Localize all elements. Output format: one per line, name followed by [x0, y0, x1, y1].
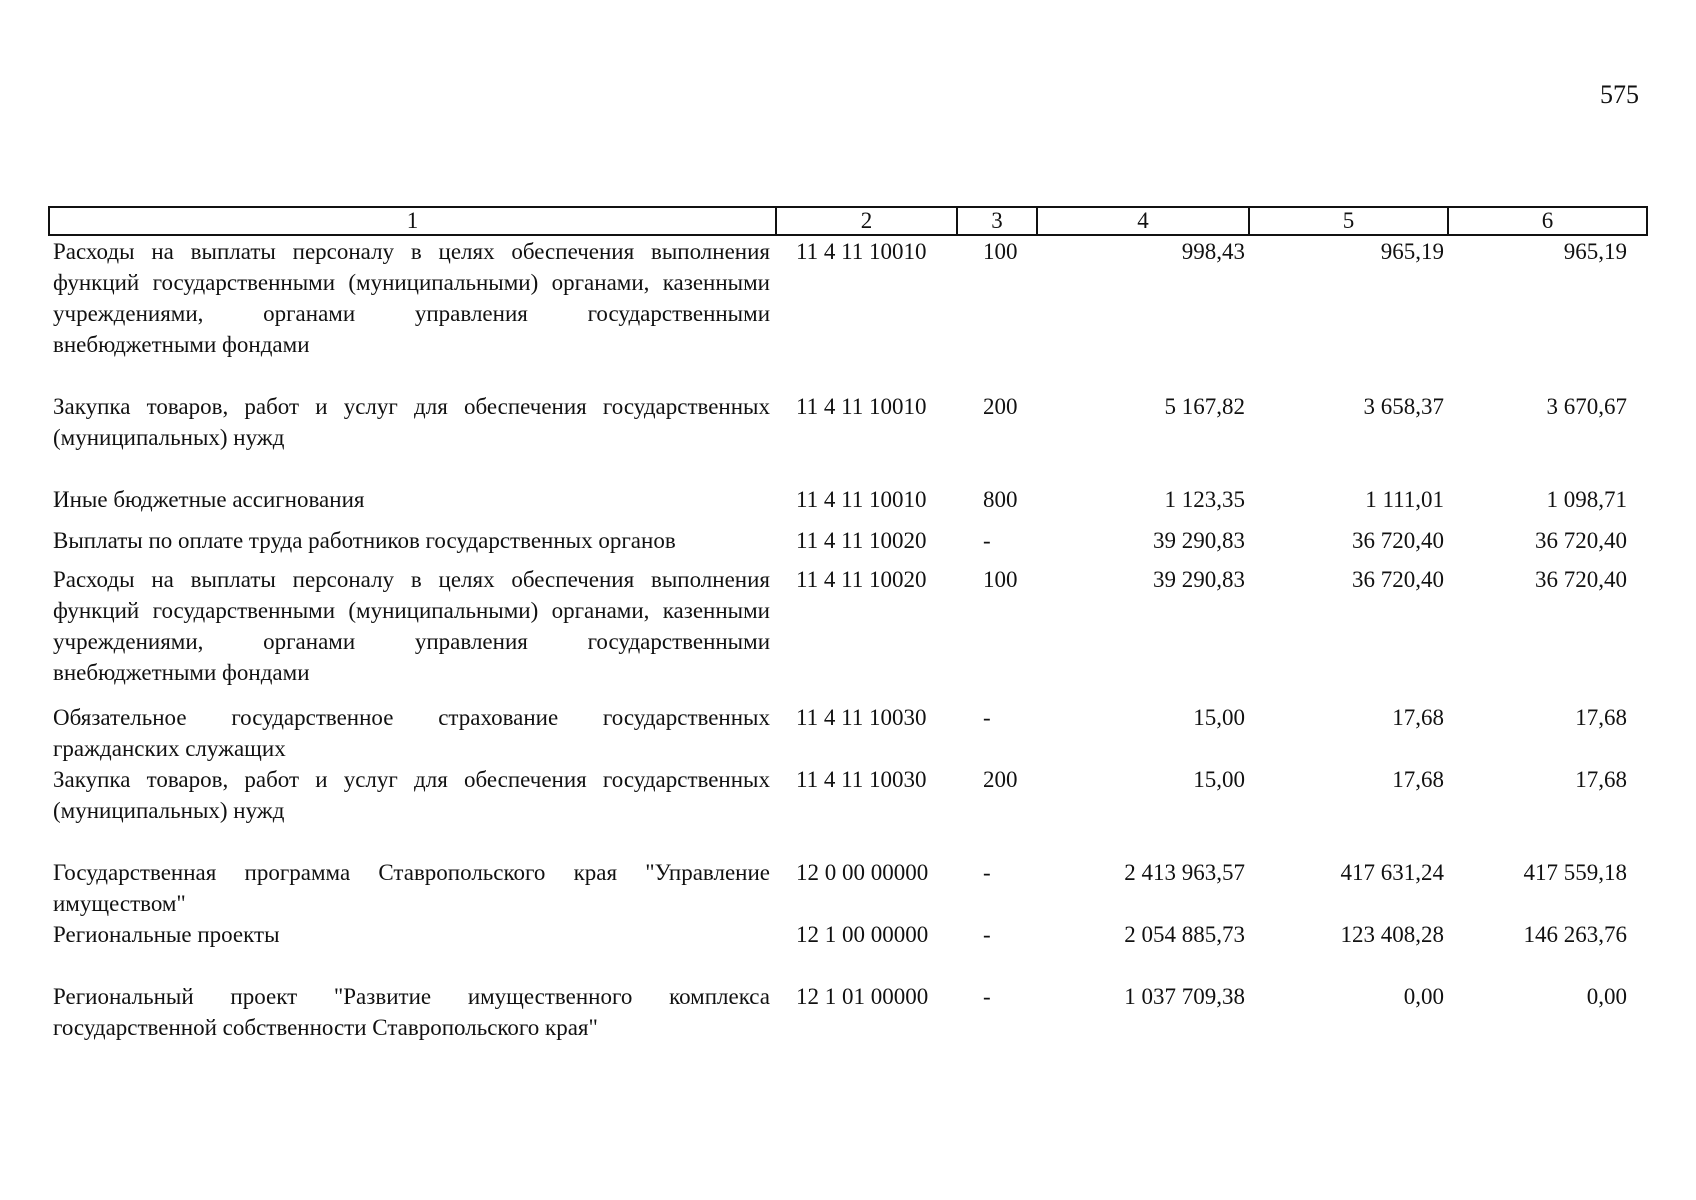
row-code: 11 4 11 10010 [796, 239, 927, 264]
budget-table [48, 206, 1648, 1045]
table-row [49, 235, 1647, 391]
table-row [49, 564, 1647, 702]
row-code: 11 4 11 10010 [796, 487, 927, 512]
row-value-4: 2 054 885,73 [1124, 922, 1245, 947]
row-type: - [983, 528, 991, 553]
table-row [49, 857, 1647, 919]
row-value-4: 39 290,83 [1153, 567, 1245, 592]
row-name: Региональный проект "Развитие имущественного комплекса государственной собственности Ставропольского края" [53, 984, 770, 1040]
row-value-5: 3 658,37 [1363, 394, 1444, 419]
row-value-6: 0,00 [1586, 984, 1627, 1009]
row-code: 12 0 00 00000 [796, 860, 929, 885]
row-name: Иные бюджетные ассигнования [53, 487, 365, 512]
column-header-2: 2 [776, 207, 957, 235]
row-value-6: 17,68 [1575, 705, 1627, 730]
row-name: Региональные проекты [53, 922, 280, 947]
row-value-5: 17,68 [1392, 767, 1444, 792]
row-name: Выплаты по оплате труда работников государственных органов [53, 528, 676, 553]
row-value-5: 36 720,40 [1352, 567, 1444, 592]
row-code: 11 4 11 10030 [796, 705, 927, 730]
table-header [49, 207, 1647, 235]
row-code: 12 1 01 00000 [796, 984, 929, 1009]
page-number: 575 [1600, 80, 1639, 109]
row-name: Обязательное государственное страхование государственных гражданских служащих [53, 705, 770, 761]
row-value-4: 5 167,82 [1164, 394, 1245, 419]
row-value-6: 3 670,67 [1546, 394, 1627, 419]
row-code: 11 4 11 10030 [796, 767, 927, 792]
row-name: Государственная программа Ставропольского края "Управление имуществом" [53, 860, 770, 916]
row-value-4: 1 123,35 [1164, 487, 1245, 512]
row-value-5: 17,68 [1392, 705, 1444, 730]
row-value-6: 17,68 [1575, 767, 1627, 792]
row-value-6: 1 098,71 [1546, 487, 1627, 512]
column-header-5: 5 [1249, 207, 1448, 235]
row-value-4: 15,00 [1193, 767, 1245, 792]
table-row [49, 919, 1647, 981]
row-code: 11 4 11 10010 [796, 394, 927, 419]
row-value-5: 123 408,28 [1340, 922, 1444, 947]
table-row [49, 391, 1647, 484]
table-row [49, 702, 1647, 764]
row-value-4: 2 413 963,57 [1124, 860, 1245, 885]
row-name: Закупка товаров, работ и услуг для обеспечения государственных (муниципальных) нужд [53, 394, 770, 450]
column-header-1: 1 [49, 207, 776, 235]
header-row [49, 207, 1647, 235]
row-type: 100 [983, 239, 1018, 264]
row-name: Расходы на выплаты персоналу в целях обеспечения выполнения функций государственными (муниципальными) органами, казенными учреждениями, органами управления государственными внебюджетными фондами [53, 239, 770, 357]
row-type: 100 [983, 567, 1018, 592]
row-value-5: 1 111,01 [1365, 487, 1444, 512]
row-code: 12 1 00 00000 [796, 922, 929, 947]
row-value-4: 39 290,83 [1153, 528, 1245, 553]
row-type: 800 [983, 487, 1018, 512]
table-row [49, 484, 1647, 525]
row-value-6: 965,19 [1563, 239, 1627, 264]
row-value-5: 965,19 [1380, 239, 1444, 264]
row-value-6: 417 559,18 [1523, 860, 1627, 885]
column-header-6: 6 [1448, 207, 1647, 235]
table-body [49, 235, 1647, 1045]
row-value-6: 36 720,40 [1535, 528, 1627, 553]
row-value-6: 36 720,40 [1535, 567, 1627, 592]
table-row [49, 764, 1647, 857]
column-header-3: 3 [957, 207, 1037, 235]
row-value-5: 0,00 [1403, 984, 1444, 1009]
row-value-6: 146 263,76 [1523, 922, 1627, 947]
row-type: 200 [983, 767, 1018, 792]
row-type: - [983, 705, 991, 730]
row-name: Расходы на выплаты персоналу в целях обеспечения выполнения функций государственными (муниципальными) органами, казенными учреждениями, органами управления государственными внебюджетными фондами [53, 567, 770, 685]
column-header-4: 4 [1037, 207, 1249, 235]
table-row [49, 981, 1647, 1045]
row-type: 200 [983, 394, 1018, 419]
row-value-4: 1 037 709,38 [1124, 984, 1245, 1009]
row-value-4: 998,43 [1181, 239, 1245, 264]
table-row [49, 525, 1647, 564]
row-type: - [983, 860, 991, 885]
row-code: 11 4 11 10020 [796, 528, 927, 553]
row-value-5: 36 720,40 [1352, 528, 1444, 553]
row-value-4: 15,00 [1193, 705, 1245, 730]
row-name: Закупка товаров, работ и услуг для обеспечения государственных (муниципальных) нужд [53, 767, 770, 823]
row-type: - [983, 984, 991, 1009]
row-code: 11 4 11 10020 [796, 567, 927, 592]
row-value-5: 417 631,24 [1340, 860, 1444, 885]
row-type: - [983, 922, 991, 947]
